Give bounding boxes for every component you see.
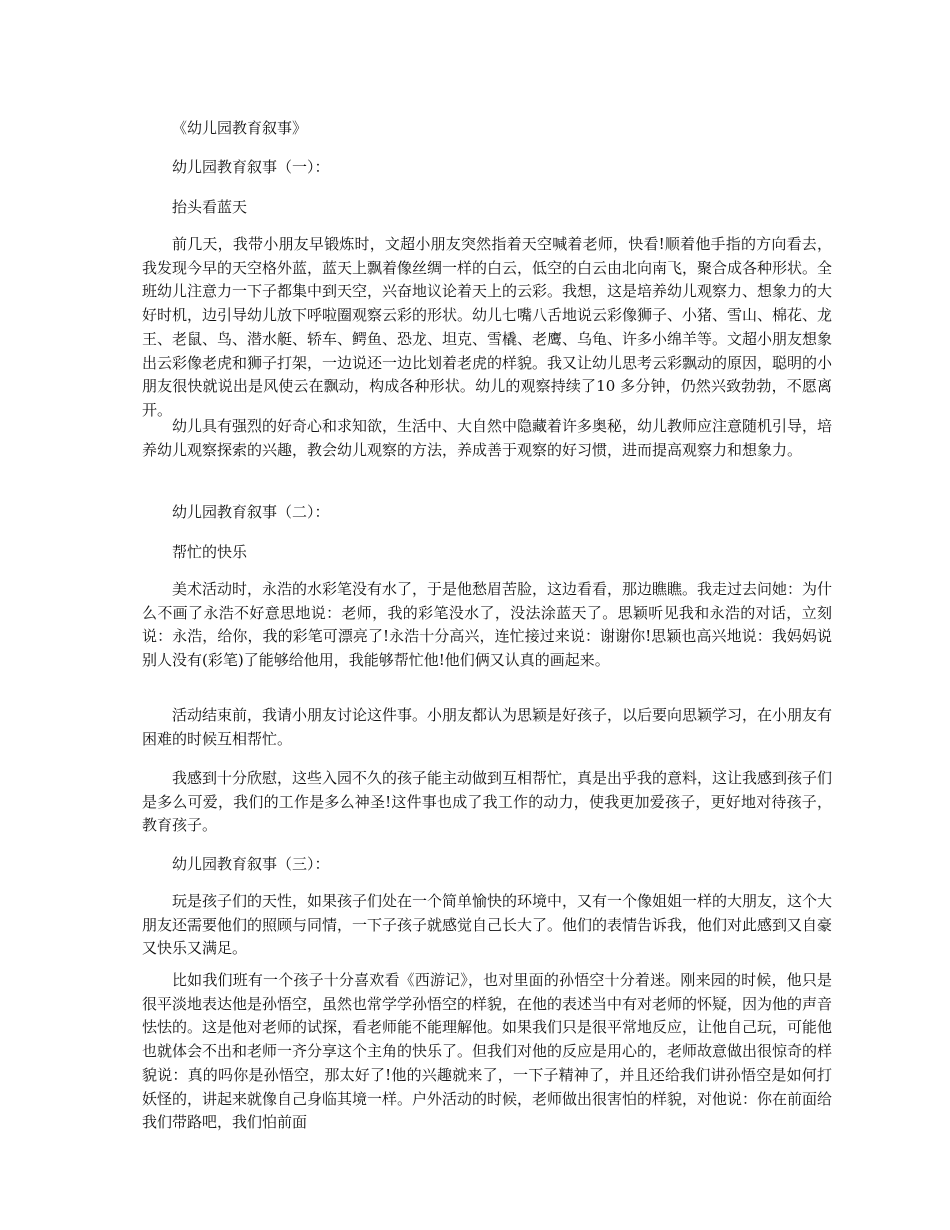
section-3-paragraph-1: 玩是孩子们的天性，如果孩子们处在一个简单愉快的环境中，又有一个像姐姐一样的大朋友，这个大朋友还需要他们的照顾与同情，一下子孩子就感觉自己长大了。他们的表情告诉我，他们对此感到又自豪又快乐又满足。 <box>142 892 833 958</box>
section-1-subheading: 抬头看蓝天 <box>172 198 248 216</box>
section-3-heading: 幼儿园教育叙事（三）： <box>172 855 330 873</box>
section-1-paragraph-2: 幼儿具有强烈的好奇心和求知欲，生活中、大自然中隐藏着许多奥秘，幼儿教师应注意随机引导，培养幼儿观察探索的兴趣，教会幼儿观察的方法，养成善于观察的好习惯，进而提高观察力和想象力。 <box>142 417 833 459</box>
section-2-paragraph-3: 我感到十分欣慰，这些入园不久的孩子能主动做到互相帮忙，真是出乎我的意料，这让我感到孩子们是多么可爱，我们的工作是多么神圣!这件事也成了我工作的动力，使我更加爱孩子，更好地对待孩子，教育孩子。 <box>142 769 833 835</box>
section-2-subheading: 帮忙的快乐 <box>172 543 248 561</box>
section-2-paragraph-1: 美术活动时，永浩的水彩笔没有水了，于是他愁眉苦脸，这边看看，那边瞧瞧。我走过去问她：为什么不画了永浩不好意思地说：老师，我的彩笔没水了，没法涂蓝天了。思颖听见我和永浩的对话，立刻说：永浩，给你，我的彩笔可漂亮了!永浩十分高兴，连忙接过来说：谢谢你!思颖也高兴地说：我妈妈说别人没有(彩笔)了能够给他用，我能够帮忙他!他们俩又认真的画起来。 <box>142 580 833 670</box>
section-2-heading: 幼儿园教育叙事（二）： <box>172 503 330 521</box>
document-title: 《幼儿园教育叙事》 <box>172 119 308 137</box>
section-3-paragraph-2: 比如我们班有一个孩子十分喜欢看《西游记》，也对里面的孙悟空十分着迷。刚来园的时候，他只是很平淡地表达他是孙悟空，虽然也常学学孙悟空的样貌，在他的表述当中有对老师的怀疑，因为他的声音怯怯的。这是他对老师的试探，看老师能不能理解他。如果我们只是很平常地反应，让他自己玩，可能他也就体会不出和老师一齐分享这个主角的快乐了。但我们对他的反应是用心的，老师故意做出很惊奇的样貌说：真的吗你是孙悟空，那太好了!他的兴趣就来了，一下子精神了，并且还给我们讲孙悟空是如何打妖怪的，讲起来就像自己身临其境一样。户外活动的时候，老师做出很害怕的样貌，对他说：你在前面给我们带路吧，我们怕前面 <box>142 971 833 1132</box>
section-1-paragraph-1: 前几天，我带小朋友早锻炼时，文超小朋友突然指着天空喊着老师，快看!顺着他手指的方向看去，我发现今早的天空格外蓝，蓝天上飘着像丝绸一样的白云，低空的白云由北向南飞，聚合成各种形状。全班幼儿注意力一下子都集中到天空，兴奋地议论着天上的云彩。我想，这是培养幼儿观察力、想象力的大好时机，边引导幼儿放下呼啦圈观察云彩的形状。幼儿七嘴八舌地说云彩像狮子、小猪、雪山、棉花、龙王、老鼠、鸟、潜水艇、轿车、鳄鱼、恐龙、坦克、雪橇、老鹰、乌龟、许多小绵羊等。文超小朋友想象出云彩像老虎和狮子打架，一边说还一边比划着老虎的样貌。我又让幼儿思考云彩飘动的原因，聪明的小朋友很快就说出是风使云在飘动，构成各种形状。幼儿的观察持续了10 多分钟，仍然兴致勃勃，不愿离开。 <box>142 235 833 419</box>
section-1-heading: 幼儿园教育叙事（一）： <box>172 158 330 176</box>
section-2-paragraph-2: 活动结束前，我请小朋友讨论这件事。小朋友都认为思颖是好孩子，以后要向思颖学习，在小朋友有困难的时候互相帮忙。 <box>142 706 833 748</box>
